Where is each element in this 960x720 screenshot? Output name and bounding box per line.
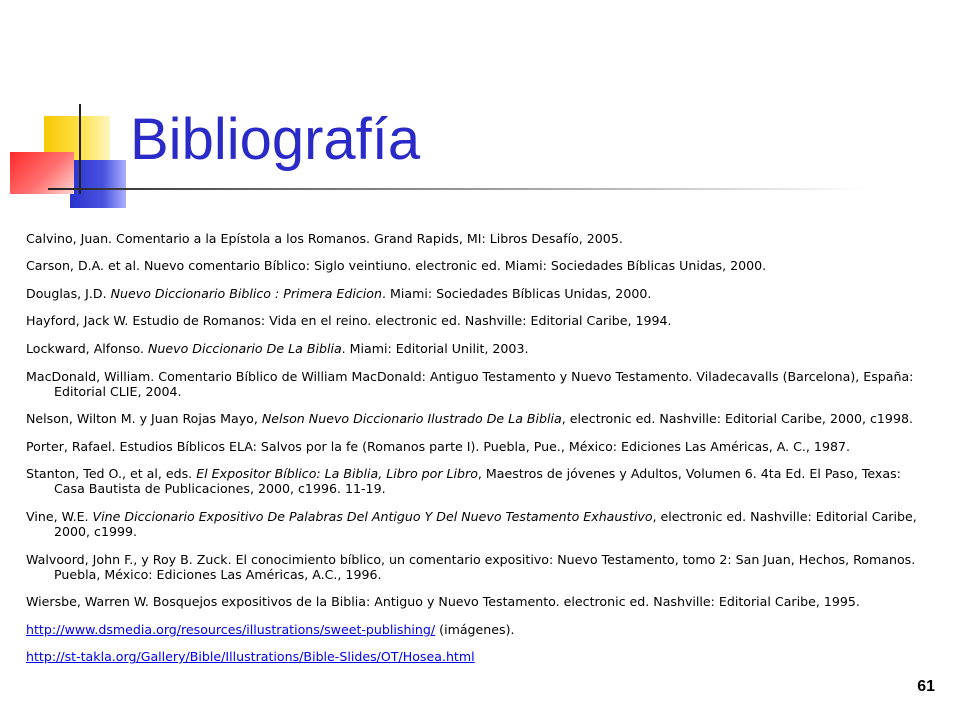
reference-item [26, 411, 926, 426]
reference-text: Carson, D.A. et al. Nuevo comentario Bíblico: Siglo veintiuno. electronic ed. Miami: Sociedades Bíblicas Unidas, 2000. [26, 258, 767, 274]
reference-book-title: Nelson Nuevo Diccionario Ilustrado De La Biblia [261, 411, 562, 427]
reference-text: , electronic ed. Nashville: Editorial Caribe, 2000, c1999. [54, 508, 917, 539]
reference-item [26, 286, 926, 301]
reference-text: Vine, W.E. [26, 508, 93, 524]
reference-item [26, 552, 926, 582]
reference-item [26, 509, 926, 539]
reference-book-title: Nuevo Diccionario Biblico : Primera Edicion [110, 285, 382, 301]
title-underline [48, 188, 868, 190]
reference-text: MacDonald, William. Comentario Bíblico de William MacDonald: Antiguo Testamento y Nuevo Testamento. Viladecavalls (Barcelona), España: Editorial CLIE, 2004. [26, 368, 914, 399]
reference-text: Calvino, Juan. Comentario a la Epístola a los Romanos. Grand Rapids, MI: Libros Desafío, 2005. [26, 230, 623, 246]
reference-item [26, 466, 926, 496]
reference-text: . Miami: Sociedades Bíblicas Unidas, 2000. [382, 285, 652, 301]
reference-text: Walvoord, John F., y Roy B. Zuck. El conocimiento bíblico, un comentario expositivo: Nuevo Testamento, tomo 2: San Juan, Hechos, Romanos. Puebla, México: Ediciones Las Américas, A.C., 1996. [26, 551, 916, 582]
reference-item [26, 594, 926, 609]
reference-link-item [26, 622, 926, 637]
reference-text: Douglas, J.D. [26, 285, 111, 301]
reference-item [26, 313, 926, 328]
page-number: 61 [917, 678, 935, 695]
reference-text: Hayford, Jack W. Estudio de Romanos: Vida en el reino. electronic ed. Nashville: Editorial Caribe, 1994. [26, 313, 672, 329]
reference-text: . Miami: Editorial Unilit, 2003. [341, 340, 529, 356]
page-title: Bibliografía [130, 107, 421, 172]
reference-link-note: (imágenes). [435, 621, 515, 637]
reference-item [26, 439, 926, 454]
reference-link[interactable]: http://www.dsmedia.org/resources/illustrations/sweet-publishing/ [26, 621, 436, 637]
reference-book-title: Nuevo Diccionario De La Biblia [147, 340, 342, 356]
reference-book-title: Vine Diccionario Expositivo De Palabras Del Antiguo Y Del Nuevo Testamento Exhaustivo [92, 508, 653, 524]
reference-text: , electronic ed. Nashville: Editorial Caribe, 2000, c1998. [561, 411, 913, 427]
reference-item [26, 341, 926, 356]
reference-text: Porter, Rafael. Estudios Bíblicos ELA: Salvos por la fe (Romanos parte I). Puebla, Pue., México: Ediciones Las Américas, A. C., 1987. [26, 438, 850, 454]
reference-list [26, 218, 926, 675]
reference-item [26, 231, 926, 246]
reference-text: Stanton, Ted O., et al, eds. [26, 466, 197, 482]
reference-item [26, 369, 926, 399]
decor-vertical-line [79, 104, 81, 194]
reference-book-title: El Expositor Bíblico: La Biblia, Libro por Libro [196, 466, 478, 482]
reference-link[interactable]: http://st-takla.org/Gallery/Bible/Illustrations/Bible-Slides/OT/Hosea.html [26, 649, 475, 665]
reference-text: , Maestros de jóvenes y Adultos, Volumen 6. 4ta Ed. El Paso, Texas: Casa Bautista de Publicaciones, 2000, c1996. 11-19. [54, 466, 901, 497]
reference-text: Wiersbe, Warren W. Bosquejos expositivos de la Biblia: Antiguo y Nuevo Testamento. electronic ed. Nashville: Editorial Caribe, 1995. [26, 594, 860, 610]
reference-text: Nelson, Wilton M. y Juan Rojas Mayo, [26, 411, 262, 427]
reference-text: Lockward, Alfonso. [26, 340, 148, 356]
reference-item [26, 258, 926, 273]
reference-link-item [26, 649, 926, 664]
